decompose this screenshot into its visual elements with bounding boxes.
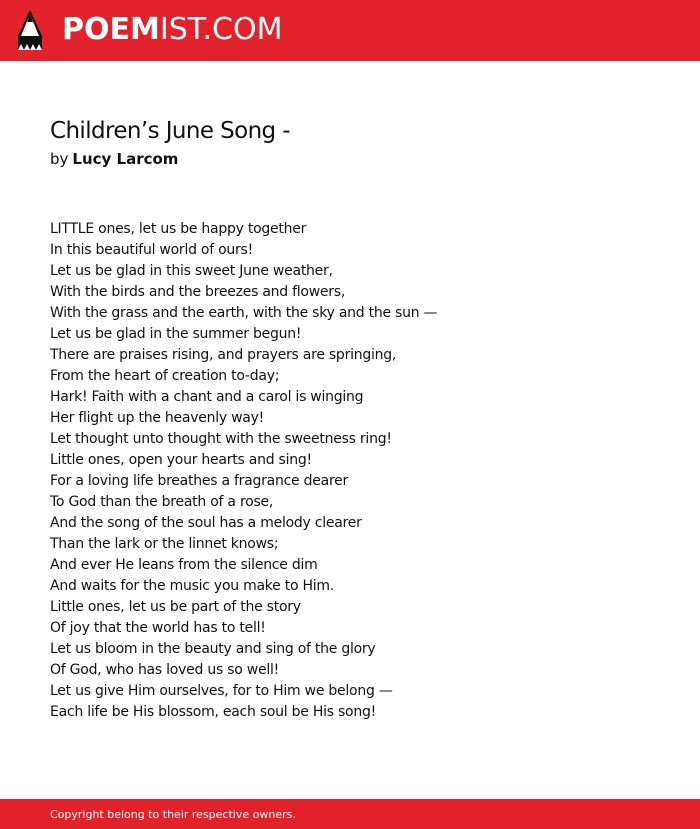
poem-line: LITTLE ones, let us be happy together	[50, 221, 307, 237]
poem-line: Hark! Faith with a chant and a carol is winging	[50, 389, 364, 405]
poem-line: Let us be glad in the summer begun!	[50, 326, 302, 342]
poem-line: Of joy that the world has to tell!	[50, 620, 266, 636]
logo-bold-text: POEM	[62, 12, 160, 47]
poem-line: And ever He leans from the silence dim	[50, 557, 318, 573]
poem-line: Let us be glad in this sweet June weather,	[50, 263, 333, 279]
poem-byline	[50, 148, 178, 170]
poem-body	[50, 219, 670, 723]
poem-title: Children’s June Song -	[50, 118, 290, 144]
poem-line: Little ones, open your hearts and sing!	[50, 452, 312, 468]
poem-line: Of God, who has loved us so well!	[50, 662, 279, 678]
poem-line: Let us bloom in the beauty and sing of the glory	[50, 641, 376, 657]
poem-line: There are praises rising, and prayers are springing,	[50, 347, 397, 363]
poem-line: Than the lark or the linnet knows;	[50, 536, 279, 552]
site-header	[0, 0, 700, 61]
author-name: Lucy Larcom	[72, 150, 179, 168]
poem-line: To God than the breath of a rose,	[50, 494, 274, 510]
poem-line: With the grass and the earth, with the sky and the sun —	[50, 305, 438, 321]
poem-line: Each life be His blossom, each soul be His song!	[50, 704, 376, 720]
poem-line: In this beautiful world of ours!	[50, 242, 253, 258]
by-label: by	[50, 150, 69, 168]
logo-light-text: IST.COM	[159, 12, 283, 47]
site-logo[interactable]	[62, 12, 282, 48]
poem-line: Let us give Him ourselves, for to Him we belong —	[50, 683, 393, 699]
poem-line: From the heart of creation to-day;	[50, 368, 280, 384]
poem-line: Let thought unto thought with the sweetness ring!	[50, 431, 392, 447]
poem-line: With the birds and the breezes and flowers,	[50, 284, 346, 300]
copyright-text: Copyright belong to their respective owners.	[50, 808, 296, 821]
poem-line: For a loving life breathes a fragrance dearer	[50, 473, 349, 489]
site-footer	[0, 799, 700, 829]
poem-line: And waits for the music you make to Him.	[50, 578, 334, 594]
pencil-icon[interactable]	[18, 10, 42, 50]
poem-line: Her flight up the heavenly way!	[50, 410, 265, 426]
poem-line: And the song of the soul has a melody clearer	[50, 515, 362, 531]
poem-line: Little ones, let us be part of the story	[50, 599, 301, 615]
